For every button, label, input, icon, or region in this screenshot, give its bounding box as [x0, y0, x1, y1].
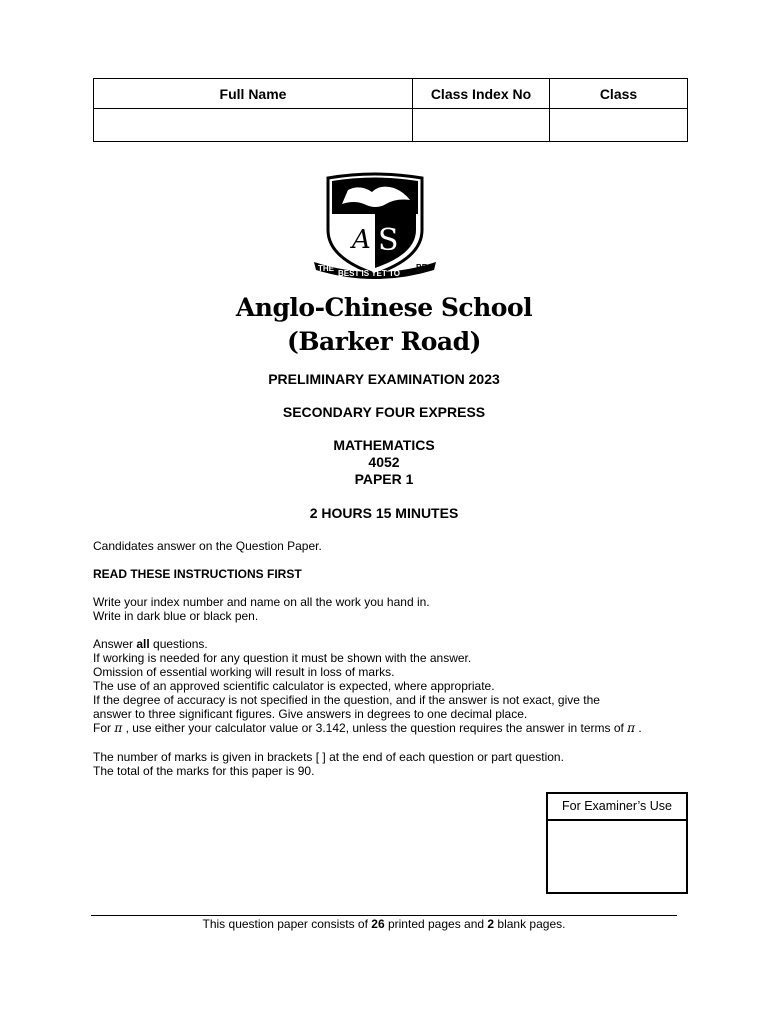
footer-divider — [91, 915, 677, 916]
class-cell[interactable] — [550, 109, 688, 142]
instruction-index: Write your index number and name on all the work you hand in. — [93, 595, 430, 609]
instructions-block-3 — [93, 750, 713, 778]
page-count-footer: This question paper consists of 26 printed pages and 2 blank pages. — [202, 917, 566, 931]
full-name-header: Full Name — [94, 79, 413, 109]
candidate-details-table — [93, 78, 688, 142]
pi-symbol: π — [627, 721, 636, 735]
full-name-cell[interactable] — [94, 109, 413, 142]
instruction-marks: The number of marks is given in brackets [ ] at the end of each question or part question. — [93, 750, 564, 764]
instruction-pen: Write in dark blue or black pen. — [93, 609, 259, 623]
exam-level: SECONDARY FOUR EXPRESS — [282, 404, 486, 420]
instructions-heading: READ THESE INSTRUCTIONS FIRST — [93, 567, 302, 581]
exam-title: PRELIMINARY EXAMINATION 2023 — [268, 371, 500, 387]
instruction-answer: Answer all questions. — [93, 637, 208, 651]
exam-code: 4052 — [368, 454, 400, 470]
exam-paper: PAPER 1 — [354, 471, 414, 487]
examiners-use-box — [546, 792, 688, 894]
class-index-cell[interactable] — [413, 109, 550, 142]
instructions-block-2 — [93, 637, 713, 735]
svg-text:BE: BE — [416, 263, 428, 272]
instruction-omission: Omission of essential working will result in loss of marks. — [93, 665, 395, 679]
svg-text:S: S — [378, 223, 399, 258]
candidates-note: Candidates answer on the Question Paper. — [93, 539, 322, 553]
svg-text:A: A — [352, 225, 371, 255]
school-branch: (Barker Road) — [287, 327, 481, 356]
svg-text:BEST IS YET TO: BEST IS YET TO — [338, 269, 400, 278]
instruction-accuracy-2: answer to three significant figures. Give answers in degrees to one decimal place. — [93, 707, 528, 721]
svg-text:THE: THE — [318, 264, 334, 273]
examiners-use-label: For Examiner’s Use — [548, 794, 686, 821]
instructions-block-1 — [93, 595, 713, 623]
class-header: Class — [550, 79, 688, 109]
class-index-header: Class Index No — [413, 79, 550, 109]
pi-symbol: π — [114, 721, 123, 735]
instruction-pi: For π , use either your calculator value or 3.142, unless the question requires the answer in terms of π . — [93, 721, 642, 735]
instruction-accuracy-1: If the degree of accuracy is not specified in the question, and if the answer is not exact, give the — [93, 693, 600, 707]
school-crest-logo — [310, 170, 440, 285]
instruction-working: If working is needed for any question it must be shown with the answer. — [93, 651, 472, 665]
exam-subject: MATHEMATICS — [333, 437, 435, 453]
instruction-calculator: The use of an approved scientific calculator is expected, where appropriate. — [93, 679, 495, 693]
exam-duration: 2 HOURS 15 MINUTES — [309, 505, 459, 521]
school-name: Anglo-Chinese School — [235, 293, 533, 322]
instruction-total: The total of the marks for this paper is 90. — [93, 764, 315, 778]
